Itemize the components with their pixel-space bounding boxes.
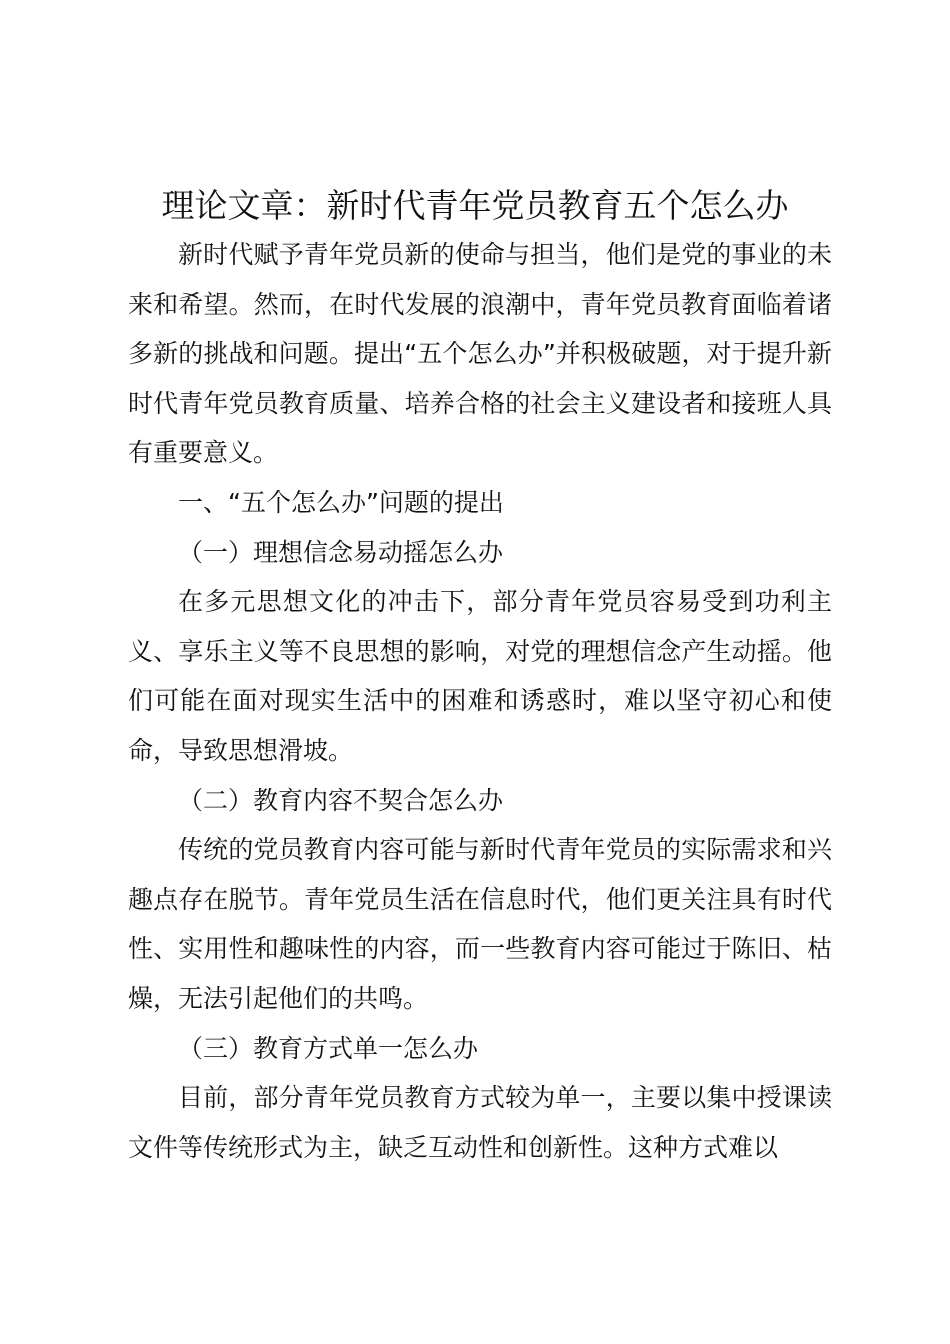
- section-heading-1: 一、“五个怎么办”问题的提出: [178, 487, 504, 517]
- subsection-body-3: 目前，部分青年党员教育方式较为单一，主要以集中授课读文件等传统形式为主，缺乏互动性和创新性。这种方式难以: [128, 1083, 832, 1162]
- subsection-heading-1: （一）理想信念易动摇怎么办: [178, 537, 504, 567]
- intro-paragraph: 新时代赋予青年党员新的使命与担当，他们是党的事业的未来和希望。然而，在时代发展的浪潮中，青年党员教育面临着诸多新的挑战和问题。提出“五个怎么办”并积极破题，对于提升新时代青年党员教育质量、培养合格的社会主义建设者和接班人具有重要意义。: [128, 240, 832, 468]
- subsection-heading-3: （三）教育方式单一怎么办: [178, 1033, 479, 1063]
- document-title: 理论文章：新时代青年党员教育五个怎么办: [161, 186, 789, 225]
- subsection-body-2: 传统的党员教育内容可能与新时代青年党员的实际需求和兴趣点存在脱节。青年党员生活在信息时代，他们更关注具有时代性、实用性和趣味性的内容，而一些教育内容可能过于陈旧、枯燥，无法引起他们的共鸣。: [128, 835, 832, 1013]
- subsection-body-1: 在多元思想文化的冲击下，部分青年党员容易受到功利主义、享乐主义等不良思想的影响，对党的理想信念产生动摇。他们可能在面对现实生活中的困难和诱惑时，难以坚守初心和使命，导致思想滑坡。: [128, 587, 832, 765]
- document-page: [128, 182, 832, 1172]
- subsection-heading-2: （二）教育内容不契合怎么办: [178, 785, 504, 815]
